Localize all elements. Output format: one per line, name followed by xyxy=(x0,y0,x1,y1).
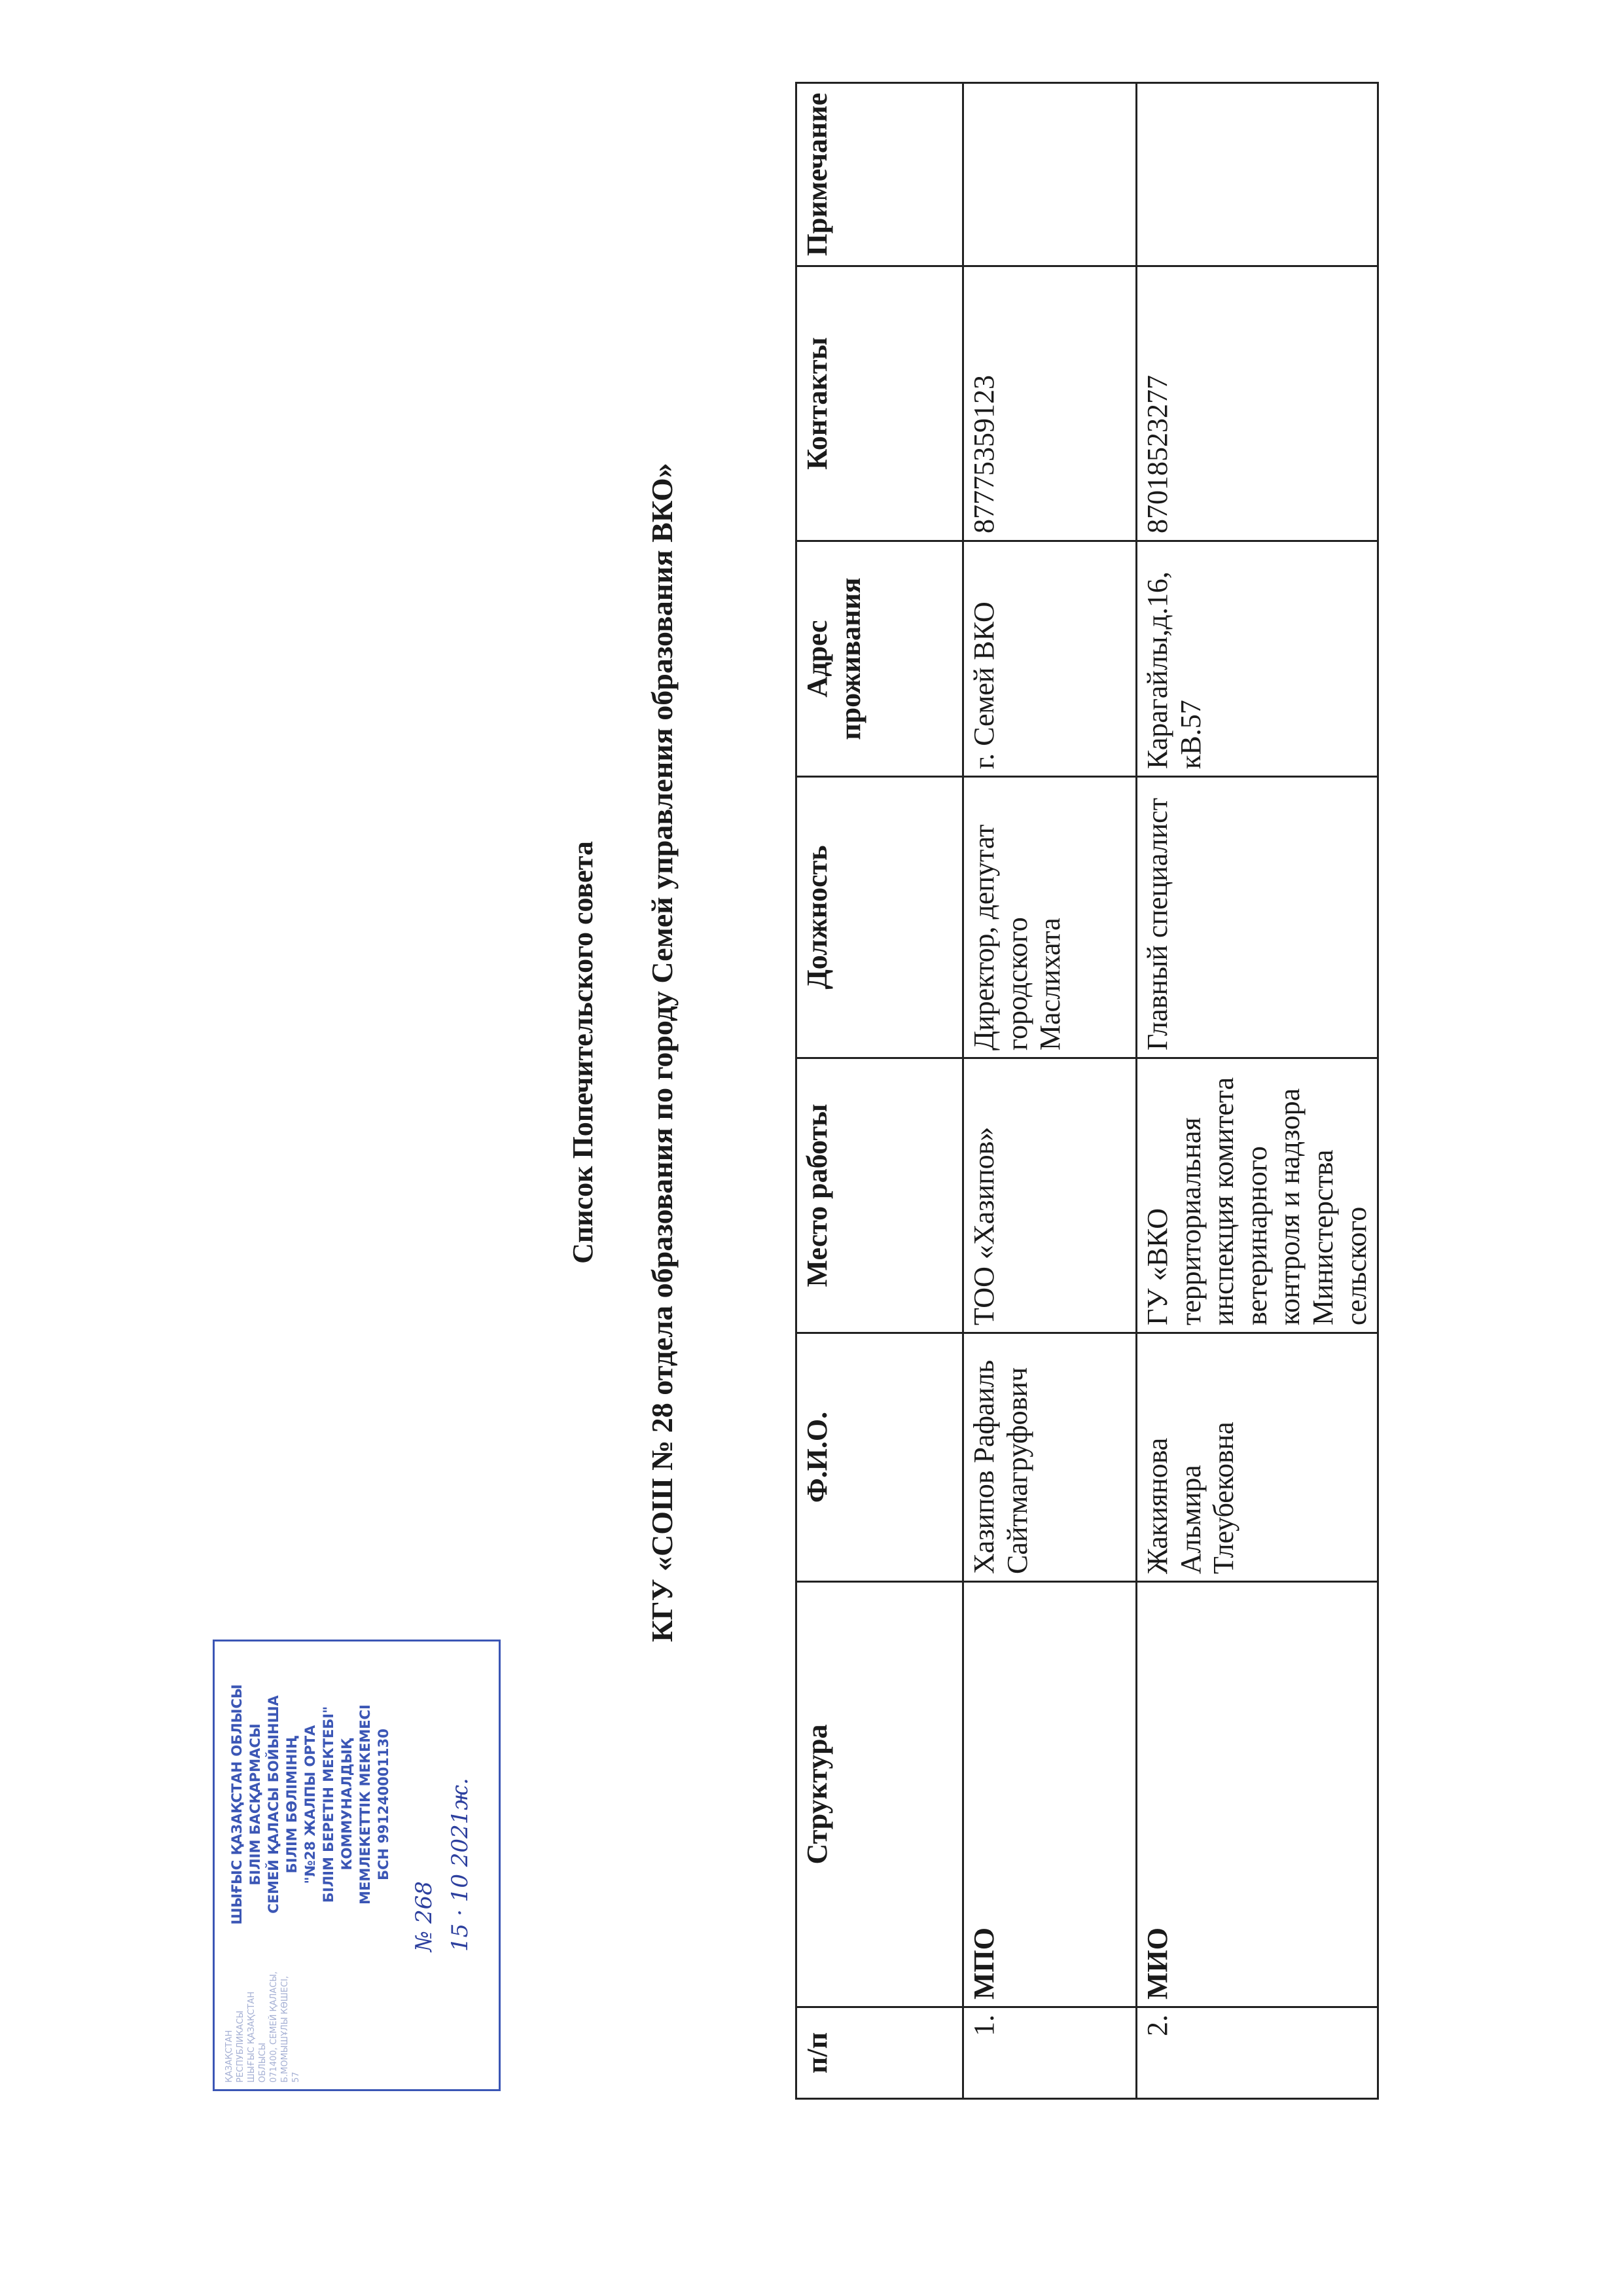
header-position: Должность xyxy=(796,777,963,1058)
cell-contacts: 87018523277 xyxy=(1137,266,1378,541)
stamp-text: ШЫҒЫС ҚАЗАҚСТАН ОБЛЫСЫ БІЛІМ БАСҚАРМАСЫ СЕМЕЙ ҚАЛАСЫ БОЙЫНША БІЛІМ БӨЛІМІНІҢ "№28 ЖАЛПЫ ОРТА БІЛІМ БЕРЕТІН МЕКТЕБІ" КОММУНАЛДЫҚ МЕМЛЕКЕТТІК МЕКЕМЕСІ БСН 991240001130 xyxy=(229,1684,391,1925)
header-num: п/п xyxy=(796,2007,963,2099)
cell-note xyxy=(963,83,1137,266)
stamp-number: № 268 xyxy=(411,1881,437,1952)
header-structure: Структура xyxy=(796,1582,963,2007)
cell-address: г. Семей ВКО xyxy=(963,541,1137,777)
cell-workplace: ТОО «Хазипов» xyxy=(963,1058,1137,1333)
council-table xyxy=(795,82,1379,2100)
cell-structure: МИО xyxy=(1137,1582,1378,2007)
cell-contacts: 87775359123 xyxy=(963,266,1137,541)
cell-num: 1. xyxy=(963,2007,1137,2099)
document-subtitle: КГУ «СОШ № 28 отдела образования по городу Семей управления образования ВКО» xyxy=(645,463,679,1642)
header-workplace: Место работы xyxy=(796,1058,963,1333)
header-contacts: Контакты xyxy=(796,266,963,541)
cell-fio: Жакиянова Альмира Тлеубековна xyxy=(1137,1333,1378,1582)
cell-num: 2. xyxy=(1137,2007,1378,2099)
cell-position: Директор, депутат городского Маслихата xyxy=(963,777,1137,1058)
header-fio: Ф.И.О. xyxy=(796,1333,963,1582)
stamp-date: 15 · 10 2021ж. xyxy=(447,1778,473,1952)
table-header-row xyxy=(796,83,963,2099)
header-note: Примечание xyxy=(796,83,963,266)
table-row xyxy=(1137,83,1378,2099)
cell-note xyxy=(1137,83,1378,266)
document-title: Список Попечительского совета xyxy=(567,841,599,1264)
cell-workplace: ГУ «ВКО территориальная инспекция комитета ветеринарного контроля и надзора Министерства сельского xyxy=(1137,1058,1378,1333)
stamp-faded-text: ҚАЗАҚСТАН РЕСПУБЛИКАСЫ ШЫҒЫС ҚАЗАҚСТАН ОБЛЫСЫ 071400, СЕМЕЙ ҚАЛАСЫ, Б.МОМЫШҰЛЫ КӨШЕСІ, 57 xyxy=(224,1971,301,2083)
cell-structure: МПО xyxy=(963,1582,1137,2007)
header-address: Адрес проживания xyxy=(796,541,963,777)
cell-address: Карагайлы,д.16, кВ.57 xyxy=(1137,541,1378,777)
cell-position: Главный специалист xyxy=(1137,777,1378,1058)
cell-fio: Хазипов Рафаиль Сайтмагруфович xyxy=(963,1333,1137,1582)
table-row xyxy=(963,83,1137,2099)
registration-stamp xyxy=(213,1640,501,2091)
